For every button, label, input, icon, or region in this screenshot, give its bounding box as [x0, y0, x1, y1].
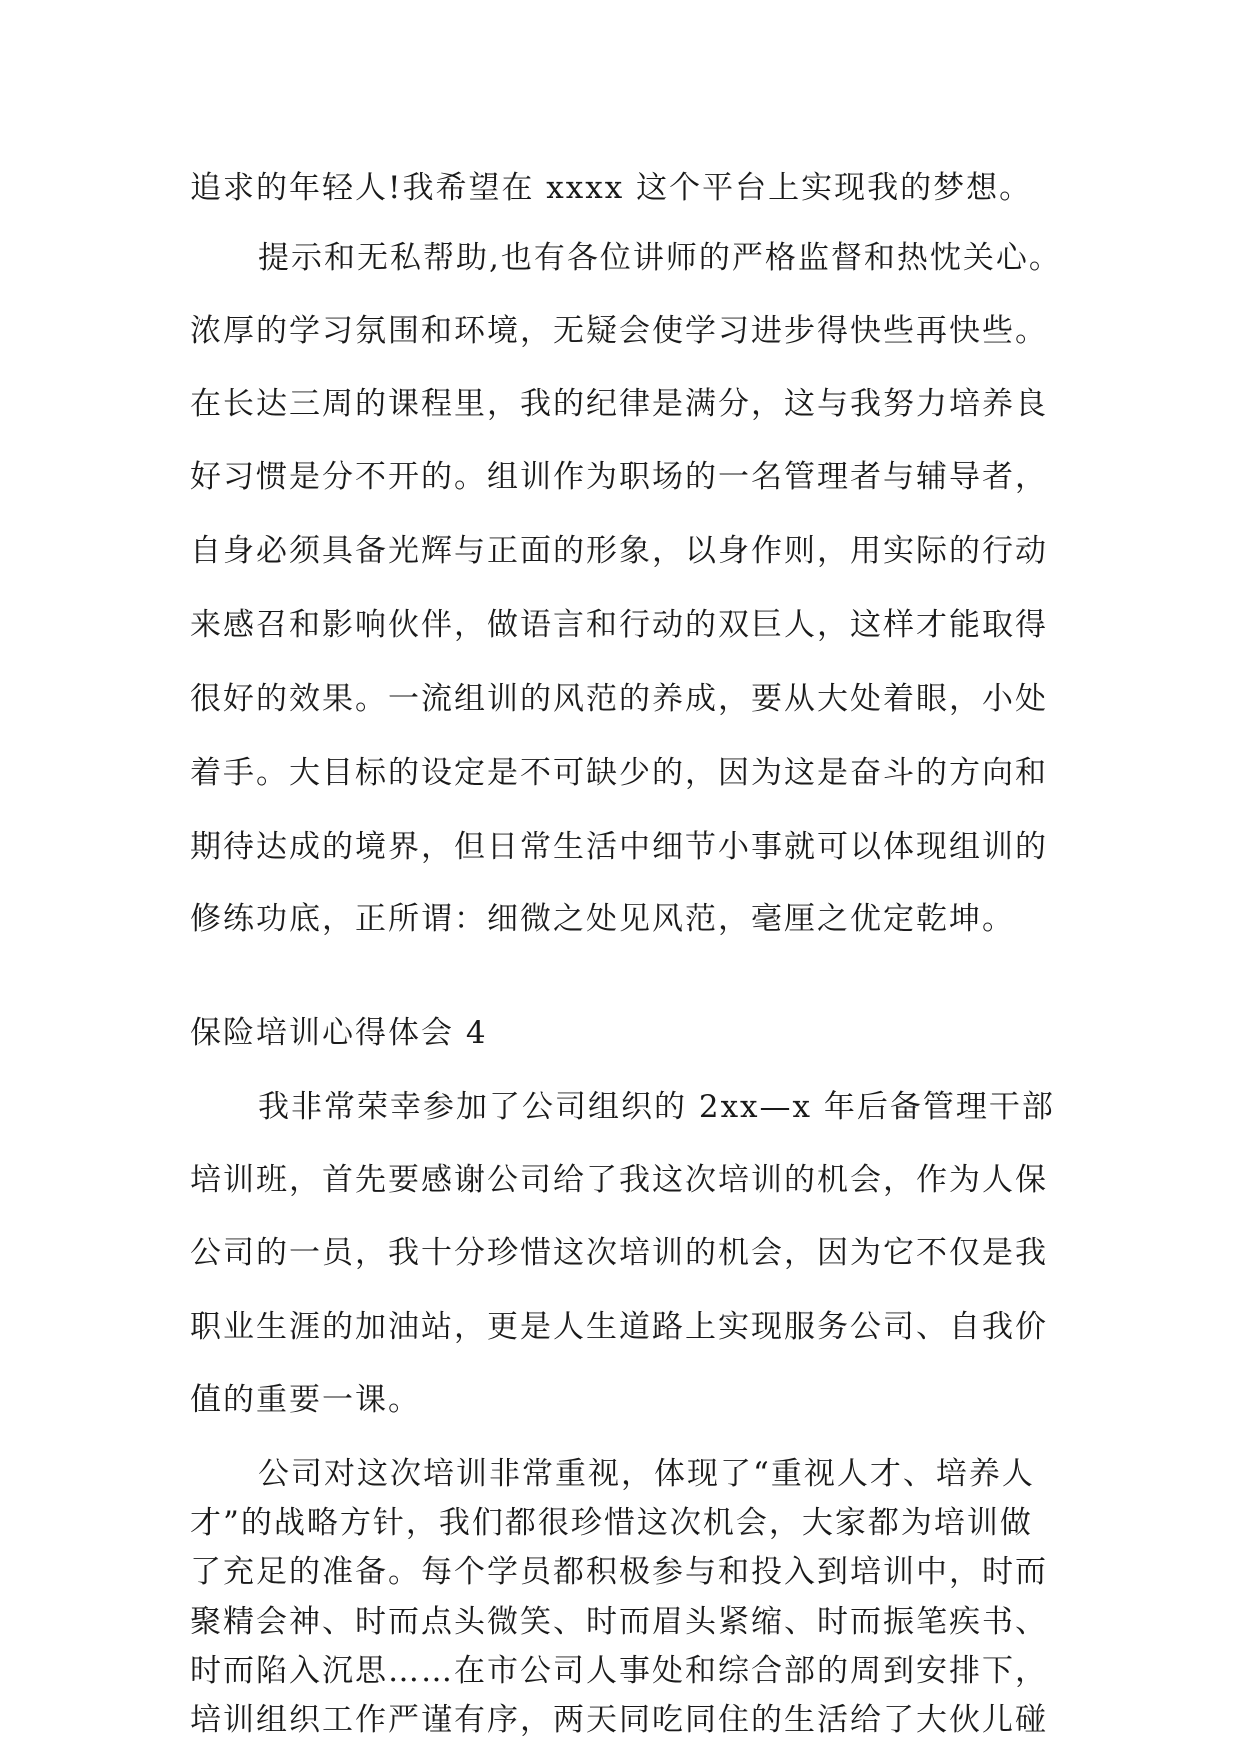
text-line: 公司的一员，我十分珍惜这次培训的机会，因为它不仅是我: [190, 1235, 1048, 1271]
text-line: 聚精会神、时而点头微笑、时而眉头紧缩、时而振笔疾书、: [190, 1604, 1048, 1640]
text-line: 培训组织工作严谨有序，两天同吃同住的生活给了大伙儿碰: [190, 1702, 1048, 1738]
text-line: 来感召和影响伙伴，做语言和行动的双巨人，这样才能取得: [190, 607, 1048, 643]
text-line: 提示和无私帮助,也有各位讲师的严格监督和热忱关心。: [258, 240, 1062, 276]
text-line: 追求的年轻人!我希望在 xxxx 这个平台上实现我的梦想。: [190, 170, 1033, 206]
text-line: 浓厚的学习氛围和环境，无疑会使学习进步得快些再快些。: [190, 313, 1048, 349]
text-line: 期待达成的境界，但日常生活中细节小事就可以体现组训的: [190, 829, 1048, 865]
text-line: 了充足的准备。每个学员都积极参与和投入到培训中，时而: [190, 1554, 1048, 1590]
text-line: 在长达三周的课程里，我的纪律是满分，这与我努力培养良: [190, 386, 1048, 422]
text-line: 公司对这次培训非常重视，体现了“重视人才、培养人: [258, 1456, 1035, 1492]
text-line: 修练功底，正所谓：细微之处见风范，毫厘之优定乾坤。: [190, 901, 1015, 937]
text-line: 好习惯是分不开的。组训作为职场的一名管理者与辅导者，: [190, 459, 1048, 495]
section-heading: 保险培训心得体会 4: [190, 1015, 488, 1051]
text-line: 职业生涯的加油站，更是人生道路上实现服务公司、自我价: [190, 1309, 1048, 1345]
text-line: 很好的效果。一流组训的风范的养成，要从大处着眼，小处: [190, 681, 1048, 717]
text-line: 培训班，首先要感谢公司给了我这次培训的机会，作为人保: [190, 1162, 1048, 1198]
text-line: 时而陷入沉思……在市公司人事处和综合部的周到安排下，: [190, 1653, 1048, 1689]
text-line: 自身必须具备光辉与正面的形象，以身作则，用实际的行动: [190, 533, 1048, 569]
text-line: 才”的战略方针，我们都很珍惜这次机会，大家都为培训做: [190, 1505, 1033, 1541]
text-line: 值的重要一课。: [190, 1382, 421, 1418]
text-line: 我非常荣幸参加了公司组织的 2xx—x 年后备管理干部: [258, 1089, 1055, 1125]
text-line: 着手。大目标的设定是不可缺少的，因为这是奋斗的方向和: [190, 755, 1048, 791]
